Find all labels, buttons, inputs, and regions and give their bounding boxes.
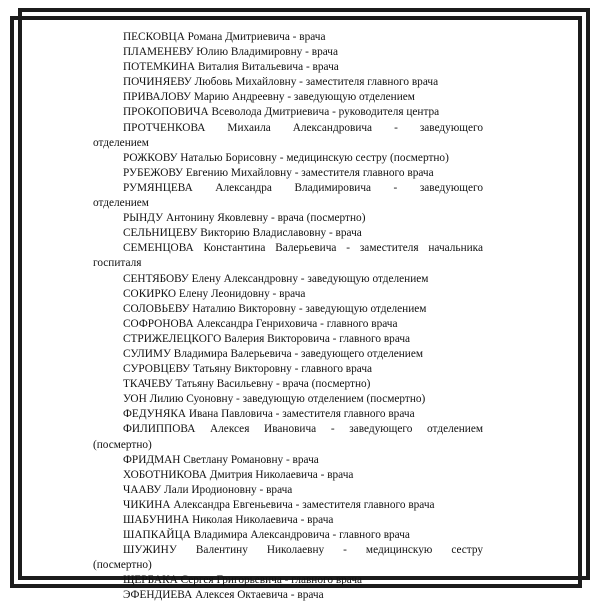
list-item-line: ФИЛИППОВА Алексея Ивановича - заведующего отделением [123,423,483,436]
list-item: СЕЛЬНИЦЕВУ Викторию Владиславовну - врача [123,227,362,240]
list-item: ПОЧИНЯЕВУ Любовь Михайловну - заместителя главного врача [123,76,439,89]
list-item: СОФРОНОВА Александра Генриховича - главного врача [123,317,398,330]
list-item: ШАБУНИНА Николая Николаевича - врача [123,514,334,526]
list-item [93,422,483,452]
list-item [93,181,483,211]
list-item-continuation: отделением [93,197,149,210]
list-item: ПРОКОПОВИЧА Всеволода Дмитриевича - руководителя центра [123,106,440,119]
list-item: ЭФЕНДИЕВА Алексея Октаевича - врача [123,589,324,602]
list-item-continuation: (посмертно) [93,438,152,451]
list-item [93,543,483,573]
list-item: ТКАЧЕВУ Татьяну Васильевну - врача (посмертно) [123,378,371,391]
list-item: ПЕСКОВЦА Романа Дмитриевича - врача [123,31,326,43]
list-item: ШАПКАЙЦА Владимира Александровича - главного врача [123,529,410,542]
list-item: РУБЕЖОВУ Евгению Михайловну - заместителя главного врача [123,166,434,179]
list-item: СУЛИМУ Владимира Валерьевича - заведующего отделением [123,347,423,360]
list-item: СТРИЖЕЛЕЦКОГО Валерия Викторовича - главного врача [123,332,411,345]
list-item: ПРИВАЛОВУ Марию Андреевну - заведующую отделением [123,91,415,104]
list-item [93,121,483,151]
list-item-line: ШУЖИНУ Валентину Николаевну - медицинскую сестру [123,544,483,557]
list-item: ХОБОТНИКОВА Дмитрия Николаевича - врача [123,468,354,481]
list-item: ФРИДМАН Светлану Романовну - врача [123,453,319,466]
list-item: ПОТЕМКИНА Виталия Витальевича - врача [123,61,339,74]
document-page [28,30,576,602]
list-item: ФЕДУНЯКА Ивана Павловича - заместителя главного врача [123,408,415,421]
list-item-line: СЕМЕНЦОВА Константина Валерьевича - заместителя начальника [123,242,483,255]
list-item: СЕНТЯБОВУ Елену Александровну - заведующую отделением [123,272,429,285]
list-item-line: РУМЯНЦЕВА Александра Владимировича - заведующего [123,181,483,194]
list-item-line: ПРОТЧЕНКОВА Михаила Александровича - заведующего [123,121,483,134]
list-item: СОЛОВЬЕВУ Наталию Викторовну - заведующую отделением [123,302,427,315]
list-item: СОКИРКО Елену Леонидовну - врача [123,287,306,300]
list-item-continuation: госпиталя [93,257,142,270]
list-item: ЧИКИНА Александра Евгеньевича - заместителя главного врача [123,498,435,511]
list-item: СУРОВЦЕВУ Татьяну Викторовну - главного врача [123,363,373,376]
list-item-continuation: (посмертно) [93,559,152,572]
list-item: ЧААВУ Лали Иродионовну - врача [123,483,293,496]
list-item: РЫНДУ Антонину Яковлевну - врача (посмертно) [123,212,366,225]
list-item: РОЖКОВУ Наталью Борисовну - медицинскую сестру (посмертно) [123,151,449,164]
list-item-continuation: отделением [93,136,149,149]
list-item: ЩЕРБАКА Сергея Григорьевича - главного врача [123,574,363,587]
award-list [93,30,483,604]
list-item: ПЛАМЕНЕВУ Юлию Владимировну - врача [123,46,338,59]
list-item [93,241,483,271]
list-item: УОН Лилию Суоновну - заведующую отделением (посмертно) [123,393,426,406]
